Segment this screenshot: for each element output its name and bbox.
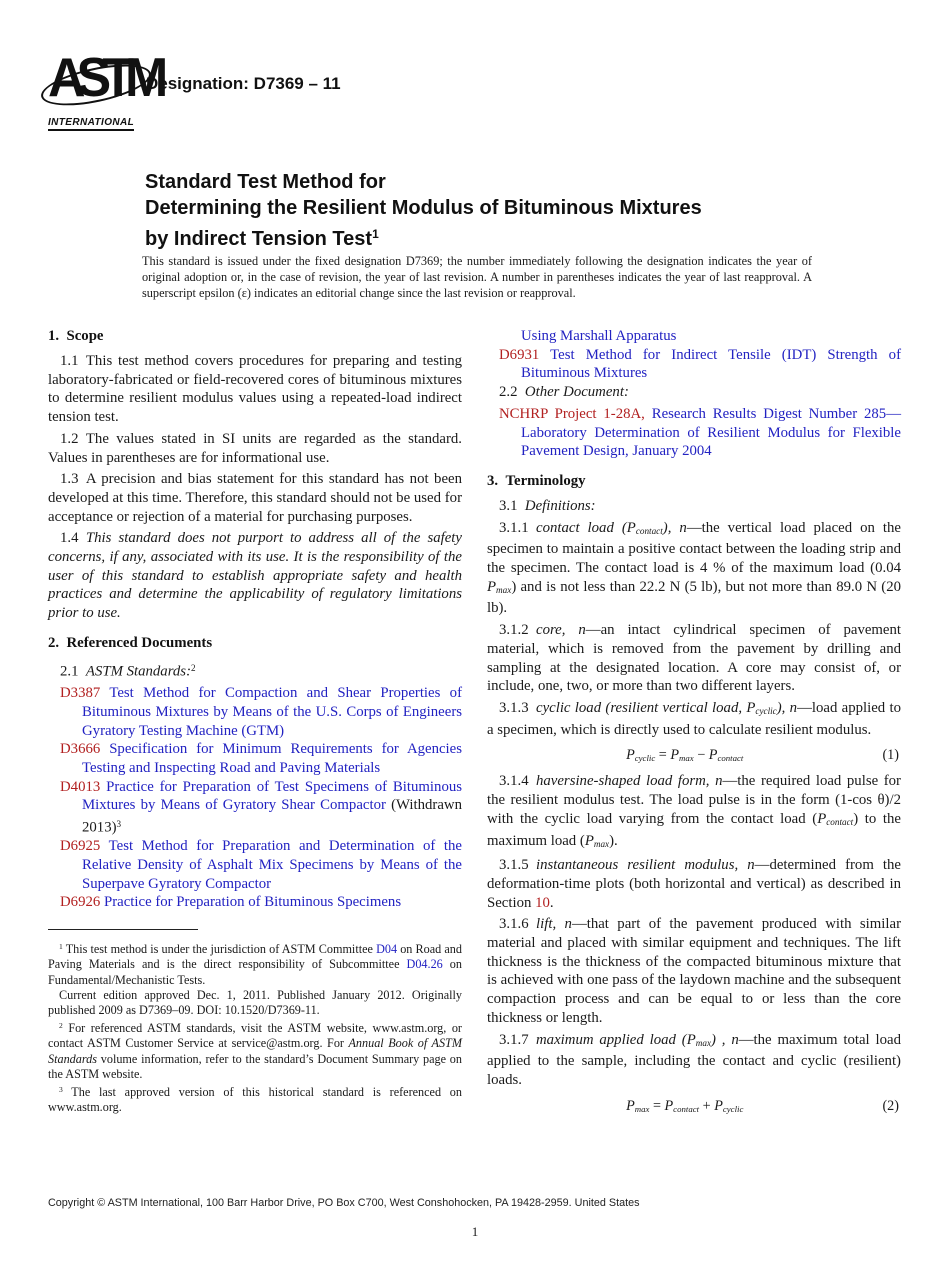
document-title xyxy=(145,169,825,252)
footnote-3: $^3$ The last approved version of this historical standard is referenced on www.astm.org. xyxy=(48,1085,462,1115)
section-2-heading: 2. Referenced Documents xyxy=(48,634,213,651)
reference-link[interactable]: D04 xyxy=(376,941,398,956)
equation-1 xyxy=(487,747,901,764)
footnote-rule xyxy=(48,929,198,930)
reference-link[interactable]: Practice for Preparation of Test Specimens of Bituminous Mixtures by Means of Gyratory Shear Compactor xyxy=(82,778,462,814)
reference-link[interactable]: Research Results Digest Number 285—Laboratory Determination of Resilient Modulus for Flexible Pavement Design, January 2004 xyxy=(521,405,901,460)
para-3-1: 3.1 Definitions: xyxy=(499,497,596,514)
page-number: 1 xyxy=(471,1224,479,1239)
reference-link[interactable]: D3387 xyxy=(60,685,101,702)
reference-d3387 xyxy=(48,684,462,740)
reference-link[interactable]: 10 xyxy=(535,894,550,911)
right-column xyxy=(487,327,901,1123)
para-3-1-5: 3.1.5 instantaneous resilient modulus, n—determined from the deformation-time plots (both horizontal and vertical) as described in Section 10. xyxy=(487,857,901,911)
title-line-3: by Indirect Tension Test xyxy=(145,228,373,251)
reference-link[interactable]: D6925 xyxy=(60,838,101,855)
reference-link[interactable]: Test Method for Preparation and Determination of the Relative Density of Asphalt Mix Specimens by Means of the Superpave Gyratory Compactor xyxy=(82,838,462,892)
title-line-2: Determining the Resilient Modulus of Bituminous Mixtures xyxy=(145,197,702,220)
para-3-1-7: 3.1.7 maximum applied load (Pmax) , n—the maximum total load applied to the sample, including the contact and cyclic (resilient) loads. xyxy=(487,1031,901,1088)
reference-link[interactable]: D4013 xyxy=(60,778,101,795)
reference-d6931 xyxy=(487,346,901,383)
left-column xyxy=(48,327,462,1123)
reference-link[interactable]: D6931 xyxy=(499,346,540,363)
para-2-1: 2.1 ASTM Standards:$^2$ xyxy=(60,662,196,680)
para-3-1-4: 3.1.4 haversine-shaped load form, n—the required load pulse for the resilient modulus test. The load pulse is in the form (1-cos θ)/2 with the cyclic load varying from the contact load (Pcontact) to the maximum load (Pmax). xyxy=(487,773,901,849)
astm-logo-international: INTERNATIONAL xyxy=(48,117,134,131)
footnote-1: $^1$ This test method is under the jurisdiction of ASTM Committee D04 on Road and Paving Materials and is the direct responsibility of Subcommittee D04.26 on Fundamental/Mechanistic Tests. xyxy=(48,941,462,987)
equation-1-body: Pcyclic = Pmax − Pcontact xyxy=(626,747,744,764)
section-1-heading: 1. Scope xyxy=(48,328,104,344)
reference-link[interactable]: NCHRP Project 1-28A, xyxy=(499,405,645,422)
reference-link[interactable]: D3666 xyxy=(60,741,101,758)
section-3-heading: 3. Terminology xyxy=(487,472,586,489)
footnote-1-edition: Current edition approved Dec. 1, 2011. Published January 2012. Originally published 2009 as D7369–09. DOI: 10.1520/D7369-11. xyxy=(48,987,462,1018)
astm-logo xyxy=(48,47,160,131)
reference-link[interactable]: D6926 xyxy=(60,894,101,911)
reference-d6925 xyxy=(48,837,462,893)
para-2-2: 2.2 Other Document: xyxy=(499,384,629,401)
para-3-1-1: 3.1.1 contact load (Pcontact), n—the vertical load placed on the specimen to maintain a positive contact between the loading strip and the specimen. The contact load is 4 % of the maximum load (0.04 Pmax) and is not less than 22.2 N (5 lb), but not more than 89.0 N (20 lb). xyxy=(487,519,901,617)
para-1-3: 1.3 A precision and bias statement for this standard has not been developed at this time. Therefore, this standard should not be used for acceptance or rejection of a material for purchasing purposes. xyxy=(48,471,462,525)
reference-d3666 xyxy=(48,740,462,777)
para-1-1: 1.1 This test method covers procedures for preparing and testing laboratory-fabricated or field-recovered cores of bituminous mixtures to determine resilient modulus values using a repeated-load indirect tension test. xyxy=(48,353,462,426)
reference-d4013: D4013 Practice for Preparation of Test Specimens of Bituminous Mixtures by Means of Gyratory Shear Compactor (Withdrawn 2013)$^3$ xyxy=(60,778,462,836)
reference-link[interactable]: Specification for Minimum Requirements for Agencies Testing and Inspecting Road and Paving Materials xyxy=(82,741,462,776)
para-1-2: 1.2 The values stated in SI units are regarded as the standard. Values in parentheses are for informational use. xyxy=(48,430,462,466)
issued-note: This standard is issued under the fixed designation D7369; the number immediately following the designation indicates the year of original adoption or, in the case of revision, the year of last revision. A number in parentheses indicates the year of last reapproval. A superscript epsilon (ε) indicates an editorial change since the last revision or reapproval. xyxy=(142,254,812,300)
reference-link[interactable]: D04.26 xyxy=(406,957,443,972)
equation-2 xyxy=(487,1098,901,1115)
reference-link[interactable]: Test Method for Indirect Tensile (IDT) Strength of Bituminous Mixtures xyxy=(521,346,902,382)
reference-link[interactable]: Test Method for Compaction and Shear Properties of Bituminous Mixtures by Means of the U.S. Corps of Engineers Gyratory Testing Machine (GTM) xyxy=(82,685,463,739)
title-footnote-marker: 1 xyxy=(372,227,379,242)
para-3-1-2: 3.1.2 core, n—an intact cylindrical specimen of pavement material, which is removed from the pavement by drilling and sampling at the designated location. A core may consist of, or include, one, two, or more than two different layers. xyxy=(487,622,901,695)
reference-d6926-continuation xyxy=(487,327,901,346)
footnote-2: $^2$ For referenced ASTM standards, visit the ASTM website, www.astm.org, or contact ASTM Customer Service at service@astm.org. For Annual Book of ASTM Standards volume information, refer to the standard’s Document Summary page on the ASTM website. xyxy=(48,1021,462,1082)
equation-2-body: Pmax = Pcontact + Pcyclic xyxy=(626,1097,744,1114)
para-1-4: 1.4 This standard does not purport to address all of the safety concerns, if any, associated with its use. It is the responsibility of the user of this standard to establish appropriate safety and health practices and determine the applicability of regulatory limitations prior to use. xyxy=(48,530,462,622)
para-3-1-6: 3.1.6 lift, n—that part of the pavement produced with similar material and placed with similar equipment and techniques. The lift thickness is the thickness of the compacted bituminous mixture that is achieved with one pass of the laydown machine and the subsequent compaction process and can be equal to or less than the core thickness or length. xyxy=(487,916,901,1026)
reference-link[interactable]: Practice for Preparation of Bituminous Specimens xyxy=(103,894,402,911)
designation: Designation: D7369 – 11 xyxy=(146,74,341,93)
equation-2-number: (2) xyxy=(882,1097,899,1114)
title-line-1: Standard Test Method for xyxy=(145,171,386,194)
para-3-1-3: 3.1.3 cyclic load (resilient vertical load, Pcyclic), n—load applied to a specimen, which is directly used to calculate resilient modulus. xyxy=(487,699,902,738)
astm-logo-mark xyxy=(48,47,160,112)
reference-nchrp xyxy=(487,405,901,461)
copyright-line: Copyright © ASTM International, 100 Barr Harbor Drive, PO Box C700, West Conshohocken, PA 19428-2959. United States xyxy=(48,1197,640,1209)
equation-1-number: (1) xyxy=(882,747,899,764)
body-columns xyxy=(48,327,902,1123)
reference-d6926 xyxy=(48,893,462,912)
astm-logo-letters: ASTM xyxy=(48,47,160,109)
reference-link[interactable]: Using Marshall Apparatus xyxy=(521,328,677,344)
